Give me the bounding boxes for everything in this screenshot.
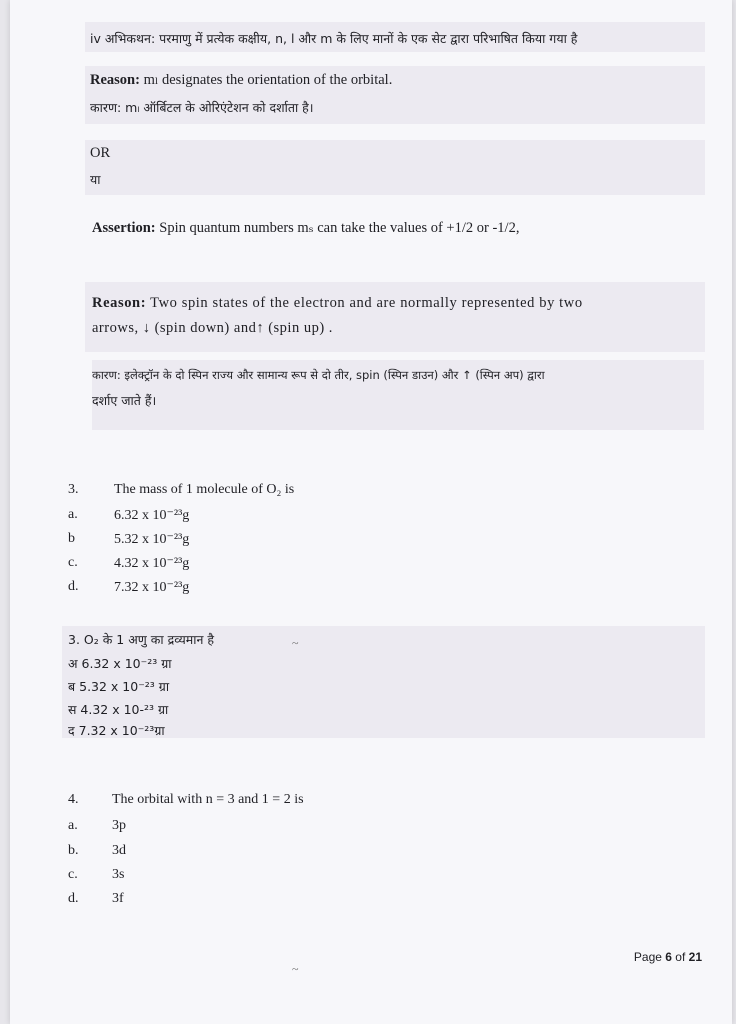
page-middle: of <box>671 950 689 964</box>
q4-option-a-letter: a. <box>68 818 78 833</box>
pen-mark: ~ <box>292 636 299 650</box>
q4-number: 4. <box>68 792 79 807</box>
reason-label: Reason: <box>90 72 140 88</box>
document-page <box>10 0 732 1024</box>
q3-option-d: 7.32 x 10⁻²³g <box>114 580 190 595</box>
reason-text: mₗ designates the orientation of the orbital. <box>139 72 393 88</box>
hindi-assertion-line: iv अभिकथन: परमाणु में प्रत्येक कक्षीय, n, l और m के लिए मानों के एक सेट द्वारा परिभाषित किया गया है <box>90 31 578 46</box>
q4-option-a: 3p <box>112 818 126 833</box>
reason2-line-2: arrows, ↓ (spin down) and↑ (spin up) . <box>92 320 333 336</box>
q4-option-b-letter: b. <box>68 843 79 858</box>
q3-option-b-letter: b <box>68 531 75 546</box>
assertion-line <box>92 220 519 237</box>
q4-option-c-letter: c. <box>68 867 78 882</box>
page-total: 21 <box>688 950 702 964</box>
page-current: 6 <box>665 950 672 964</box>
assertion-text: Spin quantum numbers mₛ can take the values of +1/2 or -1/2, <box>155 220 520 236</box>
q3-option-a-letter: a. <box>68 507 78 522</box>
pen-mark-bottom: ~ <box>292 962 299 976</box>
q3-hindi-title: 3. O₂ के 1 अणु का द्रव्यमान है <box>68 632 215 647</box>
q4-option-d-letter: d. <box>68 891 79 906</box>
or-english: OR <box>90 145 111 161</box>
q3-question: The mass of 1 molecule of O₂ is <box>114 482 295 497</box>
reason2-text-1: Two spin states of the electron and are normally represented by two <box>146 295 583 311</box>
hindi-reason-line: कारण: mₗ ऑर्बिटल के ओरिएंटेशन को दर्शाता है। <box>90 100 314 115</box>
q3-hindi-option-c: स 4.32 x 10-²³ ग्रा <box>68 702 169 717</box>
q3-option-b: 5.32 x 10⁻²³g <box>114 532 190 547</box>
q3-option-d-letter: d. <box>68 579 79 594</box>
q3-number: 3. <box>68 482 79 497</box>
q3-hindi-option-b: ब 5.32 x 10⁻²³ ग्रा <box>68 679 170 694</box>
reason2-line-1 <box>92 295 583 312</box>
q4-question: The orbital with n = 3 and 1 = 2 is <box>112 792 304 807</box>
or-hindi: या <box>90 172 101 187</box>
or-shade <box>85 140 705 195</box>
hindi-reason2-line-2: दर्शाए जाते हैं। <box>92 393 157 408</box>
q3-option-a: 6.32 x 10⁻²³g <box>114 508 190 523</box>
q4-option-d: 3f <box>112 891 124 906</box>
reason2-label: Reason: <box>92 295 147 311</box>
assertion-label: Assertion: <box>92 220 156 236</box>
q3-hindi-option-a: अ 6.32 x 10⁻²³ ग्रा <box>68 656 172 671</box>
reason-line-1 <box>90 72 392 89</box>
page-prefix: Page <box>633 950 666 964</box>
q3-option-c: 4.32 x 10⁻²³g <box>114 556 190 571</box>
hindi-reason2-line-1: कारण: इलेक्ट्रॉन के दो स्पिन राज्य और सामान्य रूप से दो तीर, spin (स्पिन डाउन) और ↑ (स्पिन अप) द्वारा <box>92 368 545 382</box>
q4-option-b: 3d <box>112 843 126 858</box>
reason2-shade <box>85 282 705 352</box>
q4-option-c: 3s <box>112 867 125 882</box>
page-footer <box>634 950 702 964</box>
q3-option-c-letter: c. <box>68 555 78 570</box>
q3-hindi-option-d: द 7.32 x 10⁻²³ग्रा <box>68 723 165 738</box>
